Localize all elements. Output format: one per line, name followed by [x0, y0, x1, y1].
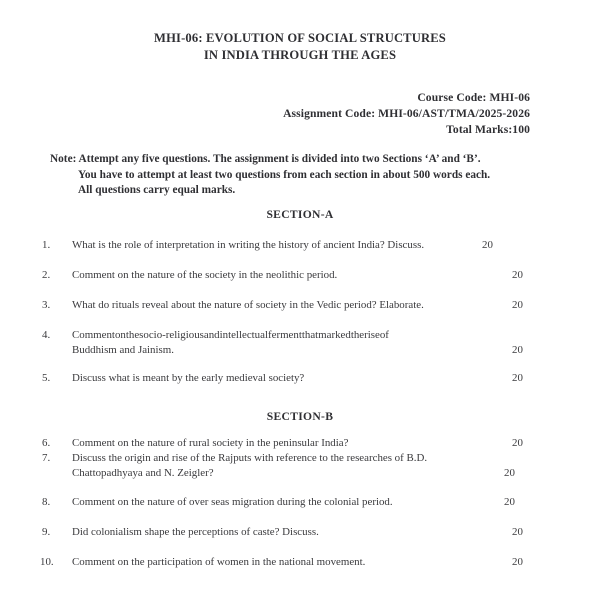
instructions-note: [50, 152, 560, 199]
assignment-code: Assignment Code: MHI-06/AST/TMA/2025-2026: [283, 106, 530, 120]
question-number: 10.: [40, 556, 54, 568]
question-marks: 20: [482, 239, 493, 251]
question-text: Did colonialism shape the perceptions of caste? Discuss.: [72, 526, 319, 538]
question-text-line-2: Buddhism and Jainism.: [72, 343, 174, 356]
question-number: 4.: [42, 329, 51, 341]
question-text-line-1: Commentonthesocio-religiousandintellectualfermentthatmarkedtheriseof: [72, 329, 389, 341]
question-text: Comment on the participation of women in the national movement.: [72, 556, 366, 568]
question-marks: 20: [504, 467, 515, 479]
question-number: 7.: [42, 452, 51, 464]
section-heading-b: SECTION-B: [266, 410, 334, 423]
question-text: [72, 451, 472, 480]
question-marks: 20: [512, 372, 523, 384]
question-marks: 20: [512, 344, 523, 356]
question-marks: 20: [512, 556, 523, 568]
question-text: What do rituals reveal about the nature of society in the Vedic period? Elaborate.: [72, 299, 424, 311]
question-number: 6.: [42, 437, 51, 449]
total-marks: Total Marks:100: [446, 122, 530, 136]
question-number: 8.: [42, 496, 51, 508]
course-info-block: [283, 90, 530, 137]
question-marks: 20: [504, 496, 515, 508]
question-number: 9.: [42, 526, 51, 538]
question-text: Discuss what is meant by the early medieval society?: [72, 372, 305, 384]
question-text-line-2: Chattopadhyaya and N. Zeigler?: [72, 466, 214, 479]
question-marks: 20: [512, 526, 523, 538]
question-marks: 20: [512, 269, 523, 281]
question-text: Comment on the nature of the society in the neolithic period.: [72, 269, 338, 281]
document-title: [0, 30, 600, 63]
note-line-2: You have to attempt at least two questions from each section in about 500 words each.: [78, 168, 491, 181]
title-line-1: MHI-06: EVOLUTION OF SOCIAL STRUCTURES: [154, 31, 446, 45]
section-heading-a: SECTION-A: [266, 208, 334, 221]
course-code: Course Code: MHI-06: [417, 91, 530, 104]
question-number: 3.: [42, 299, 51, 311]
question-text-line-1: Discuss the origin and rise of the Rajputs with reference to the researches of B.D.: [72, 452, 428, 464]
title-line-2: IN INDIA THROUGH THE AGES: [203, 47, 397, 62]
question-marks: 20: [512, 299, 523, 311]
question-text: [72, 328, 472, 357]
note-line-3: All questions carry equal marks.: [78, 184, 236, 197]
question-number: 5.: [42, 372, 51, 384]
question-number: 2.: [42, 269, 51, 281]
question-number: 1.: [42, 239, 51, 251]
question-text: Comment on the nature of rural society in the peninsular India?: [72, 437, 349, 449]
note-line-1: Note: Attempt any five questions. The assignment is divided into two Sections ‘A’ and ‘B’.: [50, 153, 481, 165]
question-text: What is the role of interpretation in writing the history of ancient India? Discuss.: [72, 239, 425, 251]
question-text: Comment on the nature of over seas migration during the colonial period.: [72, 496, 393, 508]
question-marks: 20: [512, 437, 523, 449]
